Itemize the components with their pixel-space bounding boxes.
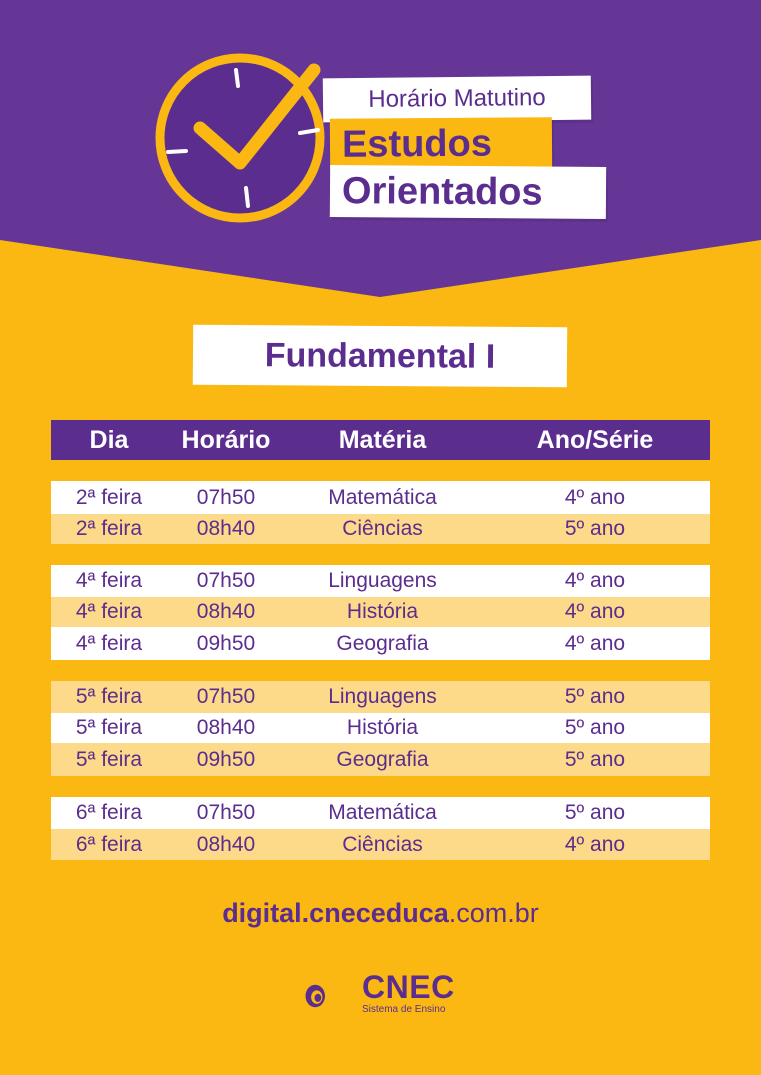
schedule-period: Horário Matutino [323,76,591,123]
cell-horario: 09h50 [196,747,256,771]
cell-horario: 07h50 [196,569,256,592]
cell-ano: 5º ano [564,801,626,824]
table-row [51,713,710,743]
cell-ano: 5º ano [564,517,626,540]
cell-ano: 4º ano [564,485,626,509]
cell-dia: 5ª feira [75,716,143,739]
schedule-group-quinta [51,681,710,776]
cell-ano: 4º ano [564,631,626,655]
cell-horario: 07h50 [196,801,256,824]
column-header-dia: Dia [89,425,129,454]
cell-materia: Ciências [342,832,423,856]
cell-horario: 07h50 [196,685,256,708]
website-domain-bold: digital.cneceduca [222,898,449,928]
table-header [51,420,710,460]
cell-ano: 4º ano [564,832,626,856]
cell-dia: 5ª feira [75,685,143,708]
cell-horario: 08h40 [196,716,256,739]
table-row [51,743,710,776]
cell-materia: Geografia [336,747,429,771]
logo-name: CNEC [362,969,455,1005]
schedule-group-segunda [51,481,710,544]
cell-dia: 2ª feira [75,485,143,509]
table-row [51,481,710,514]
cell-dia: 5ª feira [75,747,143,771]
schedule-group-quarta [51,565,710,660]
cell-horario: 08h40 [196,517,256,540]
cell-ano: 4º ano [564,600,626,623]
cell-dia: 6ª feira [75,832,143,856]
title-line-2: Orientados [330,165,606,219]
table-row [51,797,710,829]
cell-horario: 09h50 [196,631,256,655]
cell-dia: 4ª feira [75,631,143,655]
column-header-materia: Matéria [338,425,427,454]
cell-ano: 5º ano [564,716,626,739]
cell-materia: História [346,716,419,739]
table-row [51,627,710,660]
cell-materia: História [346,600,419,623]
column-header-horario: Horário [181,425,271,454]
cell-materia: Geografia [336,631,429,655]
cell-materia: Linguagens [328,685,437,708]
column-header-ano: Ano/Série [536,425,654,454]
table-row [51,514,710,544]
cell-dia: 4ª feira [75,600,143,623]
cell-horario: 08h40 [196,600,256,623]
cell-materia: Linguagens [328,569,437,592]
cnec-logo-icon [304,963,364,1029]
cell-dia: 6ª feira [75,801,143,824]
website-link[interactable] [0,898,761,929]
schedule-table [51,420,710,860]
table-row [51,565,710,597]
cell-ano: 5º ano [564,685,626,708]
cell-ano: 4º ano [564,569,626,592]
cell-ano: 5º ano [564,747,626,771]
website-domain-suffix: .com.br [448,898,539,928]
table-row [51,829,710,860]
cell-materia: Matemática [328,485,437,509]
cell-dia: 4ª feira [75,569,143,592]
cell-dia: 2ª feira [75,517,143,540]
table-row [51,681,710,713]
cell-horario: 08h40 [196,832,256,856]
schedule-group-sexta [51,797,710,860]
cell-materia: Ciências [342,517,423,540]
cell-horario: 07h50 [196,485,256,509]
clock-check-icon [150,48,330,228]
table-row [51,597,710,627]
logo-tagline: Sistema de Ensino [362,1004,446,1015]
cnec-logo-text [362,970,455,1016]
education-level: Fundamental I [193,325,567,388]
cell-materia: Matemática [328,801,437,824]
title-line-1: Estudos [330,117,552,171]
